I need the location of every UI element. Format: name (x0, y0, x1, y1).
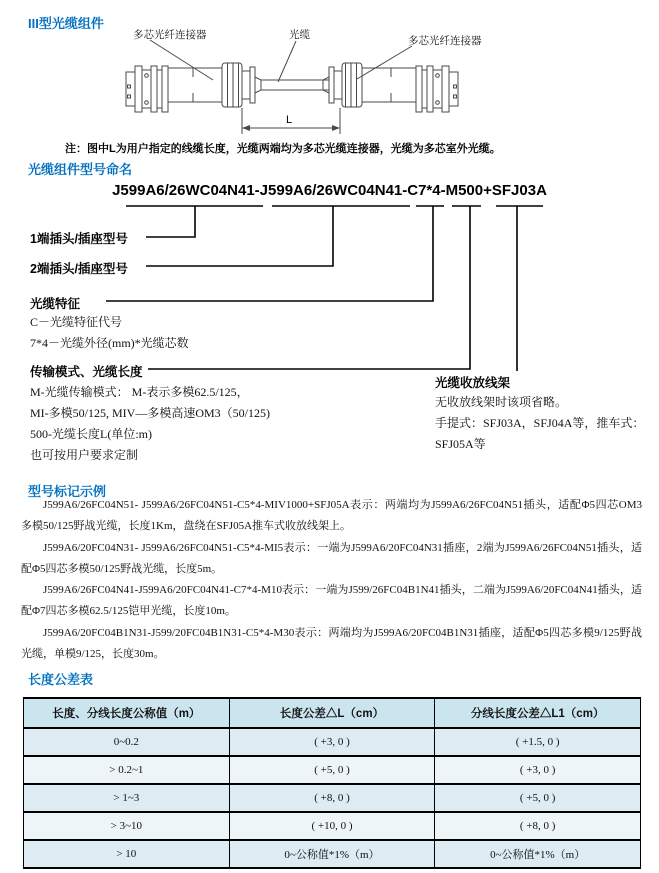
cell-tolerance: ( +10, 0 ) (229, 812, 435, 840)
col-header-branch-tolerance: 分线长度公差△L1（cm） (435, 698, 641, 728)
callout-reel: 光缆收放线架 (435, 376, 511, 390)
example-paragraph: J599A6/20FC04N31- J599A6/26FC04N51-C5*4-MI5表示：一端为J599A6/20FC04N31插座，2端为J599A6/26FC04N51插头，适配Φ5四芯多模50/125野战光缆，长度5m。 (21, 541, 642, 575)
examples-block (21, 495, 642, 665)
table-header-row (24, 698, 641, 728)
callout-cable-feature: 光缆特征 (30, 297, 81, 311)
cell-branch-tolerance: 0~公称值*1%（m） (435, 840, 641, 868)
example-paragraph: J599A6/26FC04N41-J599A6/20FC04N41-C7*4-M10表示：一端为J599/26FC04B1N41插头，二端为J599A6/20FC04N41插头，适配Φ7四芯多模62.5/125铠甲光缆，长度10m。 (21, 584, 642, 618)
transmission-line: MI-多模50/125, MIV—多模高速OM3（50/125) (30, 406, 270, 420)
cell-tolerance: 0~公称值*1%（m） (229, 840, 435, 868)
cell-tolerance: ( +5, 0 ) (229, 756, 435, 784)
dim-arrow-right (332, 125, 340, 131)
example-paragraph: J599A6/20FC04B1N31-J599/20FC04B1N31-C5*4-M30表示：两端均为J599A6/20FC04B1N31插座，适配Φ5四芯多模9/125野战光缆，单模9/125，长度30m。 (21, 626, 642, 661)
tolerance-table-heading: 长度公差表 (28, 672, 94, 687)
naming-heading: 光缆组件型号命名 (28, 162, 133, 177)
callout-end2: 2端插头/插座型号 (30, 262, 128, 276)
label-cable: 光缆 (289, 30, 310, 41)
table-row (24, 812, 641, 840)
table-row (24, 784, 641, 812)
dim-arrow-left (242, 125, 250, 131)
table-row (24, 840, 641, 868)
cell-nominal: > 10 (24, 840, 230, 868)
cell-nominal: 0~0.2 (24, 728, 230, 756)
cell-branch-tolerance: ( +8, 0 ) (435, 812, 641, 840)
cell-branch-tolerance: ( +5, 0 ) (435, 784, 641, 812)
leader-line-cable (278, 41, 296, 82)
label-left-connector: 多芯光纤连接器 (133, 30, 207, 41)
cable-feature-line: C－光缆特征代号 (30, 315, 123, 329)
reel-line: 无收放线架时该项省略。 (435, 395, 568, 409)
reel-line: 手提式：SFJ03A，SFJ04A等，推车式： (435, 416, 645, 430)
transmission-line: 500-光缆长度L(单位:m) (30, 427, 152, 441)
dimension-label: L (286, 114, 293, 126)
cell-nominal: > 1~3 (24, 784, 230, 812)
callout-lines (0, 200, 659, 380)
table-row (24, 728, 641, 756)
connector-drawing (126, 63, 261, 112)
cell-branch-tolerance: ( +1.5, 0 ) (435, 728, 641, 756)
cell-nominal: > 0.2~1 (24, 756, 230, 784)
cable-feature-line: 7*4－光缆外径(mm)*光缆芯数 (30, 336, 189, 350)
cable-assembly-diagram (0, 0, 659, 162)
col-header-nominal-length: 长度、分线长度公称值（m） (24, 698, 230, 728)
cell-nominal: > 3~10 (24, 812, 230, 840)
leader-line-left-connector (150, 40, 213, 80)
callout-transmission: 传输模式、光缆长度 (30, 365, 143, 379)
cell-tolerance: ( +8, 0 ) (229, 784, 435, 812)
callout-end1: 1端插头/插座型号 (30, 232, 128, 246)
transmission-line: M-光缆传输模式： M-表示多模62.5/125， (30, 385, 249, 399)
page-title: III型光缆组件 (28, 16, 104, 31)
example-paragraph: J599A6/26FC04N51- J599A6/26FC04N51-C5*4-MIV1000+SFJ05A表示：两端均为J599A6/26FC04N51插头，适配Φ5四芯OM3多模50/125野战光缆，长度1Km，盘绕在SFJ05A推车式收放线架上。 (21, 499, 642, 533)
cell-branch-tolerance: ( +3, 0 ) (435, 756, 641, 784)
diagram-note: 注：图中L为用户指定的线缆长度，光缆两端均为多芯光缆连接器，光缆为多芯室外光缆。 (65, 143, 501, 155)
col-header-length-tolerance: 长度公差△L（cm） (229, 698, 435, 728)
cell-tolerance: ( +3, 0 ) (229, 728, 435, 756)
label-right-connector: 多芯光纤连接器 (408, 36, 482, 47)
tolerance-table (23, 697, 641, 869)
connector-drawing-right (323, 63, 458, 112)
transmission-line: 也可按用户要求定制 (30, 448, 139, 462)
table-row (24, 756, 641, 784)
reel-line: SFJ05A等 (435, 437, 486, 451)
leader-line-right-connector (357, 46, 412, 79)
examples-heading: 型号标记示例 (28, 484, 107, 499)
model-string: J599A6/26WC04N41-J599A6/26WC04N41-C7*4-M500+SFJ03A (112, 182, 547, 199)
